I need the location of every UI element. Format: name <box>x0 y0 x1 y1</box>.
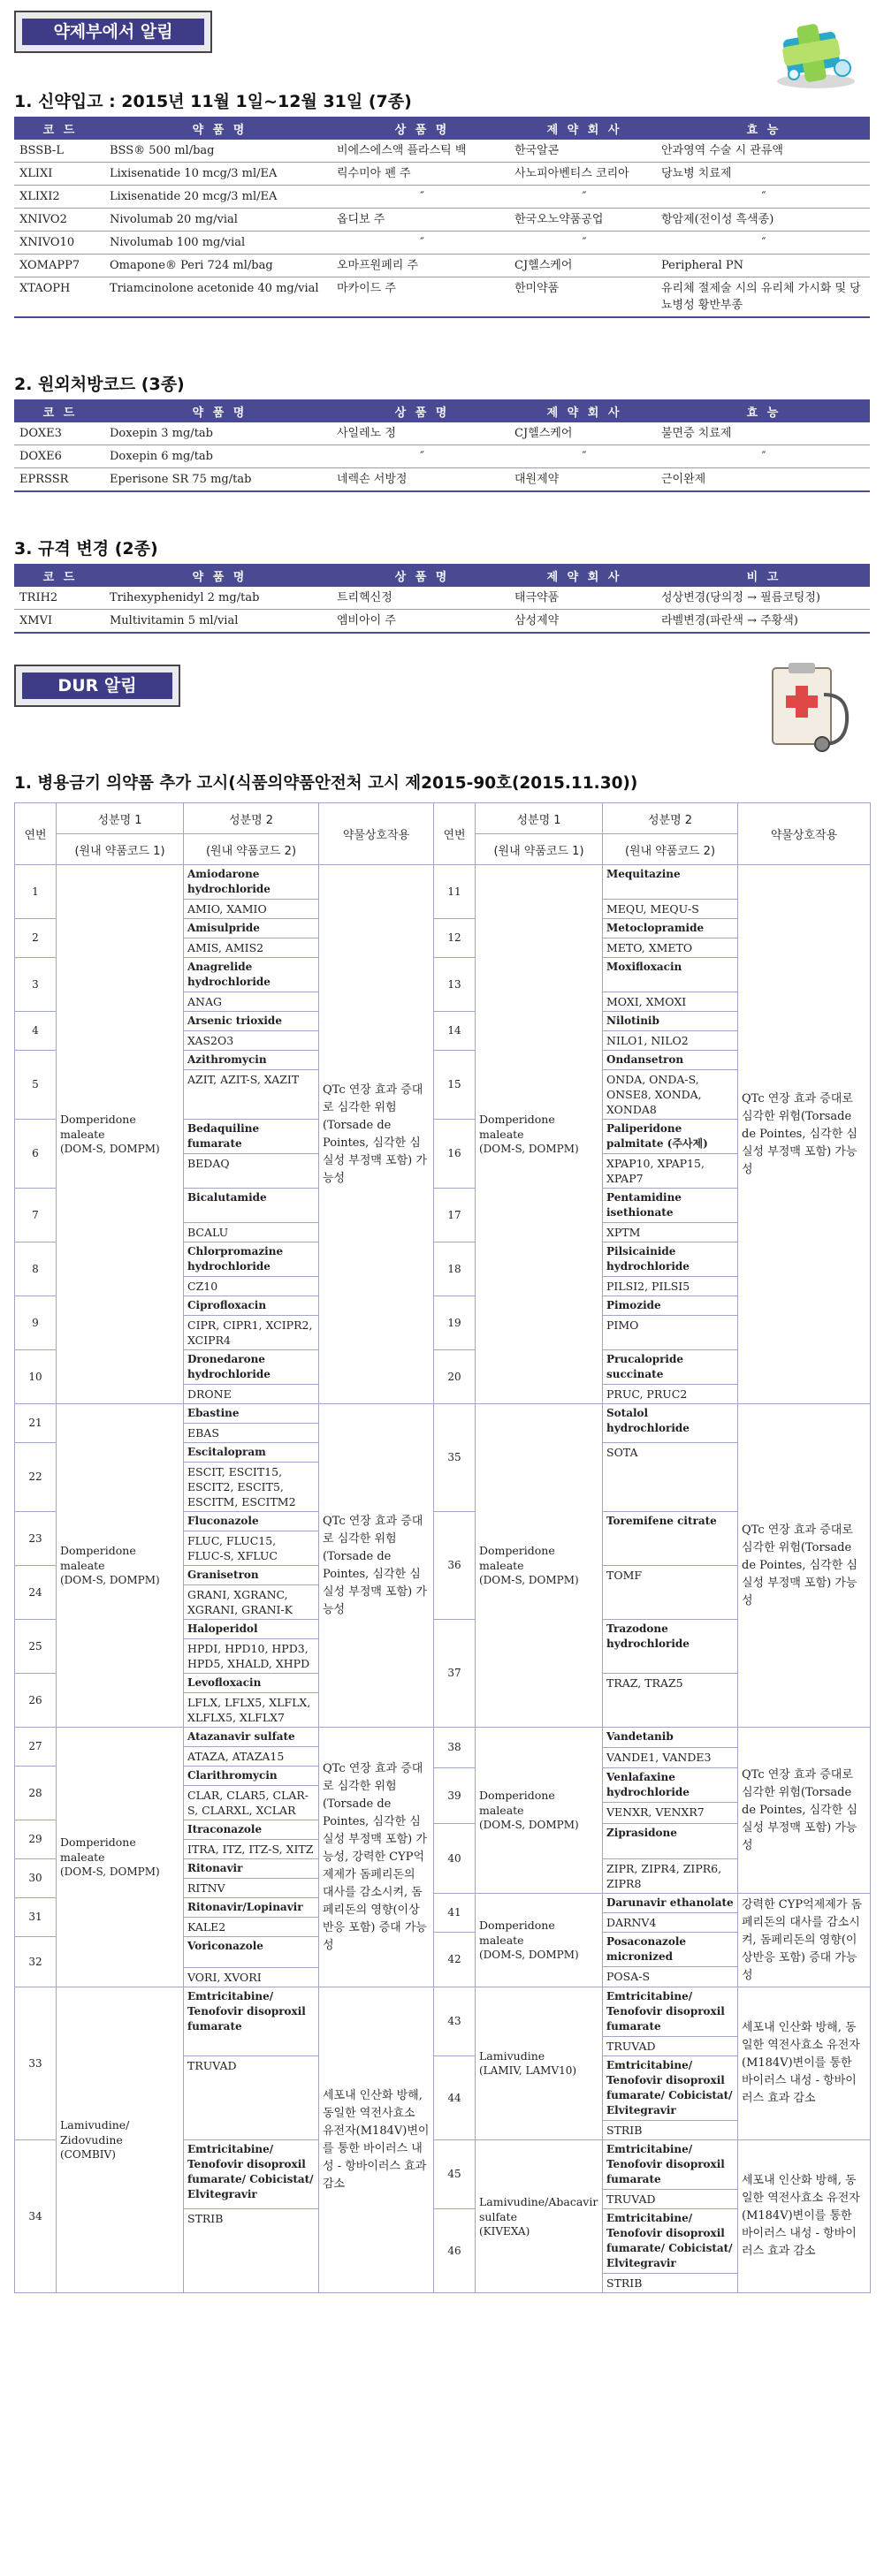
ingredient-2-name: Itraconazole <box>184 1820 319 1840</box>
row-number: 18 <box>434 1242 476 1296</box>
table-row: XNIVO2 Nivolumab 20 mg/vial 옵디보 주 한국오노약품공업 항암제(전이성 흑색종) <box>14 209 870 232</box>
ingredient-2-code: PILSI2, PILSI5 <box>603 1277 738 1296</box>
row-number: 13 <box>434 958 476 1012</box>
ingredient-1-cell <box>57 1404 184 1728</box>
table-row <box>15 1728 871 1731</box>
row-number: 40 <box>434 1824 476 1894</box>
table-row: BSSB-L BSS® 500 ml/bag 비에스에스액 플라스틱 백 한국알콘 안과영역 수술 시 관류액 <box>14 140 870 163</box>
ingredient-2-code: AZIT, AZIT-S, XAZIT <box>184 1070 319 1120</box>
table-row: XOMAPP7 Omapone® Peri 724 ml/bag 오마프원페리 주 CJ헬스케어 Peripheral PN <box>14 255 870 277</box>
row-number: 4 <box>15 1012 57 1051</box>
row-number: 39 <box>434 1768 476 1824</box>
ingredient-2-name: Azithromycin <box>184 1051 319 1070</box>
table-row: XMVI Multivitamin 5 ml/vial 엠비아이 주 삼성제약 라벨변경(파란색 → 주황색) <box>14 610 870 634</box>
ingredient-2-code: MOXI, XMOXI <box>603 992 738 1012</box>
ingredient-2-name: Mequitazine <box>603 865 738 900</box>
ingredient-1-code: (DOM-S, DOMPM) <box>60 1574 160 1586</box>
ingredient-2-code: ESCIT, ESCIT15, ESCIT2, ESCIT5, ESCITM, ESCITM2 <box>184 1463 319 1512</box>
ingredient-2-name: Trazodone hydrochloride <box>603 1620 738 1674</box>
ingredient-1-code: (DOM-S, DOMPM) <box>479 1143 579 1155</box>
ingredient-2-name: Arsenic trioxide <box>184 1012 319 1031</box>
row-number: 28 <box>15 1767 57 1820</box>
row-number: 24 <box>15 1566 57 1620</box>
ingredient-2-code: TRUVAD <box>184 2056 319 2140</box>
ingredient-1-code: (DOM-S, DOMPM) <box>479 1574 579 1586</box>
row-number: 1 <box>15 865 57 919</box>
row-number: 26 <box>15 1674 57 1728</box>
row-number: 33 <box>15 1987 57 2140</box>
ingredient-1-cell <box>476 865 603 1404</box>
ingredient-2-name: Anagrelide hydrochloride <box>184 958 319 992</box>
interaction-effect-cell: QTc 연장 효과 증대로 심각한 위험(Torsade de Pointes, 심각한 심실성 부정맥 포함) 가능성, 강력한 CYP억제제가 돔페리돈의 대사를 감소시켜, 돔페리돈의 영향(이상반응 포함) 증대 가능성 <box>319 1728 434 1987</box>
interaction-effect-cell: QTc 연장 효과 증대로 심각한 위험(Torsade de Pointes, 심각한 심실성 부정맥 포함) 가능성 <box>319 1404 434 1728</box>
row-number: 11 <box>434 865 476 919</box>
ingredient-2-code: TRUVAD <box>603 2190 738 2209</box>
ingredient-1-name: Lamivudine <box>479 2049 545 2063</box>
ingredient-1-name: Lamivudine/ Zidovudine <box>60 2118 130 2147</box>
interaction-effect-cell: 강력한 CYP억제제가 돔페리돈의 대사를 감소시켜, 돔페리돈의 영향(이상반응 포함) 증대 가능성 <box>738 1894 871 1987</box>
row-number: 29 <box>15 1820 57 1859</box>
row-number: 8 <box>15 1242 57 1296</box>
row-number: 27 <box>15 1728 57 1767</box>
row-number: 22 <box>15 1443 57 1512</box>
ingredient-2-code: ONDA, ONDA-S, ONSE8, XONDA, XONDA8 <box>603 1070 738 1120</box>
ingredient-2-name: Pentamidine isethionate <box>603 1189 738 1223</box>
ingredient-2-code: CLAR, CLAR5, CLAR-S, CLARXL, XCLAR <box>184 1786 319 1820</box>
row-number: 31 <box>15 1898 57 1937</box>
ingredient-2-code: TOMF <box>603 1566 738 1620</box>
row-number: 45 <box>434 2140 476 2209</box>
ingredient-2-code: RITNV <box>184 1879 319 1898</box>
table-row: EPRSSR Eperisone SR 75 mg/tab 네렉손 서방정 대원제약 근이완제 <box>14 468 870 492</box>
dur-header-row-1: 연번 성분명 1 성분명 2 약물상호작용 연번 성분명 1 성분명 2 약물상호작용 <box>15 803 871 834</box>
ingredient-2-code: VORI, XVORI <box>184 1968 319 1987</box>
ingredient-2-name: Emtricitabine/ Tenofovir disoproxil fumarate/ Cobicistat/ Elvitegravir <box>184 2140 319 2209</box>
row-number: 6 <box>15 1120 57 1189</box>
table-row <box>15 1404 871 1410</box>
row-number: 3 <box>15 958 57 1012</box>
ingredient-1-name: Domperidone maleate <box>60 1544 136 1572</box>
row-number: 43 <box>434 1987 476 2056</box>
ingredient-1-cell <box>476 1987 603 2140</box>
ingredient-2-name: Toremifene citrate <box>603 1512 738 1566</box>
interaction-effect-cell: 세포내 인산화 방해, 동일한 역전사효소 유전자(M184V)변이를 통한 바이러스 내성 - 항바이러스 효과 감소 <box>738 2140 871 2293</box>
row-number: 41 <box>434 1894 476 1933</box>
ingredient-2-name: Amisulpride <box>184 919 319 938</box>
table-row: DOXE6 Doxepin 6 mg/tab ″ ″ ″ <box>14 445 870 468</box>
row-number: 44 <box>434 2056 476 2140</box>
dur-contraindication-table <box>14 802 871 2293</box>
ingredient-2-code: VANDE1, VANDE3 <box>603 1748 738 1768</box>
row-number: 25 <box>15 1620 57 1674</box>
ingredient-2-code: XPTM <box>603 1223 738 1242</box>
ingredient-1-cell <box>476 1728 603 1894</box>
ingredient-2-name: Emtricitabine/ Tenofovir disoproxil fumarate/ Cobicistat/ Elvitegravir <box>603 2056 738 2121</box>
row-number: 15 <box>434 1051 476 1120</box>
ingredient-2-name: Prucalopride succinate <box>603 1350 738 1385</box>
ingredient-2-code: STRIB <box>603 2274 738 2293</box>
row-number: 37 <box>434 1620 476 1728</box>
ingredient-2-code: XPAP10, XPAP15, XPAP7 <box>603 1154 738 1189</box>
ingredient-1-cell <box>476 1894 603 1987</box>
interaction-effect-cell: QTc 연장 효과 증대로 심각한 위험(Torsade de Pointes, 심각한 심실성 부정맥 포함) 가능성 <box>738 1404 871 1728</box>
ingredient-2-code: DRONE <box>184 1385 319 1404</box>
ingredient-2-code: ATAZA, ATAZA15 <box>184 1747 319 1767</box>
table-row: XNIVO10 Nivolumab 100 mg/vial ″ ″ ″ <box>14 232 870 255</box>
ingredient-1-cell <box>57 865 184 1404</box>
ingredient-2-code: VENXR, VENXR7 <box>603 1803 738 1824</box>
ingredient-1-cell <box>57 1987 184 2293</box>
ingredient-2-code: MEQU, MEQU-S <box>603 900 738 919</box>
row-number: 38 <box>434 1728 476 1768</box>
interaction-effect-cell: QTc 연장 효과 증대로 심각한 위험(Torsade de Pointes, 심각한 심실성 부정맥 포함) 가능성 <box>319 865 434 1404</box>
row-number: 12 <box>434 919 476 958</box>
table-header: 코 드 약 품 명 상 품 명 제 약 회 사 비 고 <box>14 564 870 587</box>
ingredient-1-code: (KIVEXA) <box>479 2224 530 2238</box>
ingredient-1-code: (DOM-S, DOMPM) <box>479 1949 579 1961</box>
ingredient-2-code: BEDAQ <box>184 1154 319 1189</box>
ingredient-2-code: AMIS, AMIS2 <box>184 938 319 958</box>
dur-notice-banner <box>14 665 180 707</box>
ingredient-2-code: AMIO, XAMIO <box>184 900 319 919</box>
ingredient-1-cell <box>476 2140 603 2293</box>
ingredient-2-code: ANAG <box>184 992 319 1012</box>
ingredient-2-code: ZIPR, ZIPR4, ZIPR6, ZIPR8 <box>603 1859 738 1894</box>
ingredient-2-name: Clarithromycin <box>184 1767 319 1786</box>
row-number: 32 <box>15 1937 57 1987</box>
ingredient-2-name: Moxifloxacin <box>603 958 738 992</box>
ingredient-2-name: Ritonavir <box>184 1859 319 1879</box>
ingredient-1-name: Domperidone maleate <box>60 1113 136 1141</box>
row-number: 19 <box>434 1296 476 1350</box>
table-row: XLIXI Lixisenatide 10 mcg/3 ml/EA 릭수미아 펜 주 사노피아벤티스 코리아 당뇨병 치료제 <box>14 163 870 186</box>
dur-section-title: 1. 병용금기 의약품 추가 고시(식품의약품안전처 고시 제2015-90호(2015.11.30)) <box>14 774 638 793</box>
ingredient-2-name: Bicalutamide <box>184 1189 319 1223</box>
row-number: 30 <box>15 1859 57 1898</box>
ingredient-2-name: Sotalol hydrochloride <box>603 1404 738 1443</box>
ingredient-1-code: (COMBIV) <box>60 2148 116 2161</box>
table-row: XLIXI2 Lixisenatide 20 mcg/3 ml/EA ″ ″ ″ <box>14 186 870 209</box>
spec-change-table <box>14 564 870 634</box>
ingredient-2-code: TRAZ, TRAZ5 <box>603 1674 738 1728</box>
table-header: 코 드 약 품 명 상 품 명 제 약 회 사 효 능 <box>14 117 870 140</box>
outpatient-codes-table <box>14 399 870 492</box>
clipboard-stethoscope-icon <box>762 659 859 755</box>
ingredient-2-code: METO, XMETO <box>603 938 738 958</box>
ingredient-2-name: Ciprofloxacin <box>184 1296 319 1316</box>
row-number: 17 <box>434 1189 476 1242</box>
ingredient-1-name: Domperidone maleate <box>479 1789 555 1817</box>
ingredient-2-name: Amiodarone hydrochloride <box>184 865 319 900</box>
ingredient-2-code: EBAS <box>184 1424 319 1443</box>
row-number: 7 <box>15 1189 57 1242</box>
ingredient-1-cell <box>476 1404 603 1728</box>
row-number: 36 <box>434 1512 476 1620</box>
ingredient-2-code: STRIB <box>184 2209 319 2293</box>
ingredient-2-code: XAS2O3 <box>184 1031 319 1051</box>
ingredient-2-name: Escitalopram <box>184 1443 319 1463</box>
interaction-effect-cell: 세포내 인산화 방해, 동일한 역전사효소 유전자(M184V)변이를 통한 바이러스 내성 - 항바이러스 효과 감소 <box>738 1987 871 2140</box>
table-row <box>15 1987 871 2012</box>
ingredient-2-name: Emtricitabine/ Tenofovir disoproxil fumarate <box>603 2140 738 2190</box>
ingredient-2-name: Emtricitabine/ Tenofovir disoproxil fumarate <box>603 1987 738 2037</box>
ingredient-1-code: (DOM-S, DOMPM) <box>479 1819 579 1831</box>
ingredient-2-code: SOTA <box>603 1443 738 1512</box>
ingredient-2-name: Ondansetron <box>603 1051 738 1070</box>
banner-title: 약제부에서 알림 <box>22 19 204 45</box>
table-row: XTAOPH Triamcinolone acetonide 40 mg/vial 마카이드 주 한미약품 유리체 절제술 시의 유리체 가시화 및 당뇨병성 황반부종 <box>14 277 870 318</box>
ingredient-2-code: CIPR, CIPR1, XCIPR2, XCIPR4 <box>184 1316 319 1350</box>
interaction-effect-cell: QTc 연장 효과 증대로 심각한 위험(Torsade de Pointes, 심각한 심실성 부정맥 포함) 가능성 <box>738 865 871 1404</box>
ingredient-2-name: Venlafaxine hydrochloride <box>603 1768 738 1803</box>
row-number: 46 <box>434 2209 476 2293</box>
section-title-outpatient-codes: 2. 원외처방코드 (3종) <box>14 375 185 394</box>
ingredient-2-code: GRANI, XGRANC, XGRANI, GRANI-K <box>184 1585 319 1620</box>
ingredient-2-name: Granisetron <box>184 1566 319 1585</box>
row-number: 5 <box>15 1051 57 1120</box>
ingredient-2-name: Pimozide <box>603 1296 738 1316</box>
row-number: 16 <box>434 1120 476 1189</box>
ingredient-2-name: Fluconazole <box>184 1512 319 1531</box>
row-number: 35 <box>434 1404 476 1512</box>
row-number: 20 <box>434 1350 476 1404</box>
ingredient-2-code: LFLX, LFLX5, XLFLX, XLFLX5, XLFLX7 <box>184 1693 319 1728</box>
ingredient-2-name: Ebastine <box>184 1404 319 1424</box>
row-number: 34 <box>15 2140 57 2293</box>
row-number: 23 <box>15 1512 57 1566</box>
ingredient-2-name: Emtricitabine/ Tenofovir disoproxil fumarate/ Cobicistat/ Elvitegravir <box>603 2209 738 2274</box>
ingredient-2-code: FLUC, FLUC15, FLUC-S, XFLUC <box>184 1531 319 1566</box>
ingredient-2-name: Ritonavir/Lopinavir <box>184 1898 319 1918</box>
new-drugs-table <box>14 117 870 318</box>
ingredient-1-name: Domperidone maleate <box>479 1113 555 1141</box>
row-number: 10 <box>15 1350 57 1404</box>
ingredient-2-code: CZ10 <box>184 1277 319 1296</box>
ingredient-2-name: Chlorpromazine hydrochloride <box>184 1242 319 1277</box>
ingredient-2-name: Nilotinib <box>603 1012 738 1031</box>
ingredient-2-name: Emtricitabine/ Tenofovir disoproxil fumarate <box>184 1987 319 2056</box>
ingredient-2-code: STRIB <box>603 2121 738 2140</box>
ingredient-1-code: (LAMIV, LAMV10) <box>479 2064 577 2077</box>
ingredient-2-name: Ziprasidone <box>603 1824 738 1859</box>
ingredient-2-name: Paliperidone palmitate (주사제) <box>603 1120 738 1154</box>
ingredient-2-name: Metoclopramide <box>603 919 738 938</box>
ingredient-1-name: Domperidone maleate <box>479 1919 555 1947</box>
interaction-effect-cell: QTc 연장 효과 증대로 심각한 위험(Torsade de Pointes, 심각한 심실성 부정맥 포함) 가능성 <box>738 1728 871 1894</box>
interaction-effect-cell: 세포내 인산화 방해, 동일한 역전사효소 유전자(M184V)변이를 통한 바이러스 내성 - 항바이러스 효과 감소 <box>319 1987 434 2293</box>
ingredient-1-cell <box>57 1728 184 1987</box>
ingredient-2-name: Vandetanib <box>603 1728 738 1748</box>
ingredient-2-code: HPDI, HPD10, HPD3, HPD5, XHALD, XHPD <box>184 1639 319 1674</box>
row-number: 14 <box>434 1012 476 1051</box>
ingredient-2-code: PIMO <box>603 1316 738 1350</box>
ingredient-2-name: Posaconazole micronized <box>603 1933 738 1967</box>
row-number: 2 <box>15 919 57 958</box>
banner-title: DUR 알림 <box>22 672 172 699</box>
notice-banner-pharmacy <box>14 11 212 53</box>
ingredient-2-code: KALE2 <box>184 1918 319 1937</box>
table-row: DOXE3 Doxepin 3 mg/tab 사일레노 정 CJ헬스케어 불면증 치료제 <box>14 422 870 445</box>
ingredient-2-code: DARNV4 <box>603 1913 738 1933</box>
table-row <box>15 865 871 869</box>
table-header: 코 드 약 품 명 상 품 명 제 약 회 사 효 능 <box>14 399 870 422</box>
dur-header-row-2: (원내 약품코드 1) (원내 약품코드 2) (원내 약품코드 1) (원내 약품코드 2) <box>15 834 871 865</box>
ingredient-1-code: (DOM-S, DOMPM) <box>60 1866 160 1878</box>
ingredient-2-name: Darunavir ethanolate <box>603 1894 738 1913</box>
ingredient-2-code: TRUVAD <box>603 2037 738 2056</box>
row-number: 42 <box>434 1933 476 1987</box>
ingredient-2-name: Voriconazole <box>184 1937 319 1968</box>
ingredient-2-name: Haloperidol <box>184 1620 319 1639</box>
ingredient-1-code: (DOM-S, DOMPM) <box>60 1143 160 1155</box>
section-title-spec-change: 3. 규격 변경 (2종) <box>14 539 158 559</box>
ingredient-2-name: Levofloxacin <box>184 1674 319 1693</box>
ingredient-2-name: Pilsicainide hydrochloride <box>603 1242 738 1277</box>
ingredient-2-code: POSA-S <box>603 1967 738 1987</box>
medicine-cross-icon <box>767 19 865 90</box>
section-title-new-drugs: 1. 신약입고 : 2015년 11월 1일~12월 31일 (7종) <box>14 92 412 111</box>
ingredient-1-name: Domperidone maleate <box>60 1835 136 1864</box>
ingredient-2-name: Bedaquiline fumarate <box>184 1120 319 1154</box>
ingredient-2-code: PRUC, PRUC2 <box>603 1385 738 1404</box>
ingredient-1-name: Lamivudine/Abacavir sulfate <box>479 2194 598 2223</box>
ingredient-2-code: BCALU <box>184 1223 319 1242</box>
table-row: TRIH2 Trihexyphenidyl 2 mg/tab 트리헥신정 태극약품 성상변경(당의정 → 필름코팅정) <box>14 587 870 610</box>
row-number: 21 <box>15 1404 57 1443</box>
ingredient-2-code: NILO1, NILO2 <box>603 1031 738 1051</box>
row-number: 9 <box>15 1296 57 1350</box>
ingredient-2-name: Dronedarone hydrochloride <box>184 1350 319 1385</box>
ingredient-2-code: ITRA, ITZ, ITZ-S, XITZ <box>184 1840 319 1859</box>
ingredient-1-name: Domperidone maleate <box>479 1544 555 1572</box>
ingredient-2-name: Atazanavir sulfate <box>184 1728 319 1747</box>
